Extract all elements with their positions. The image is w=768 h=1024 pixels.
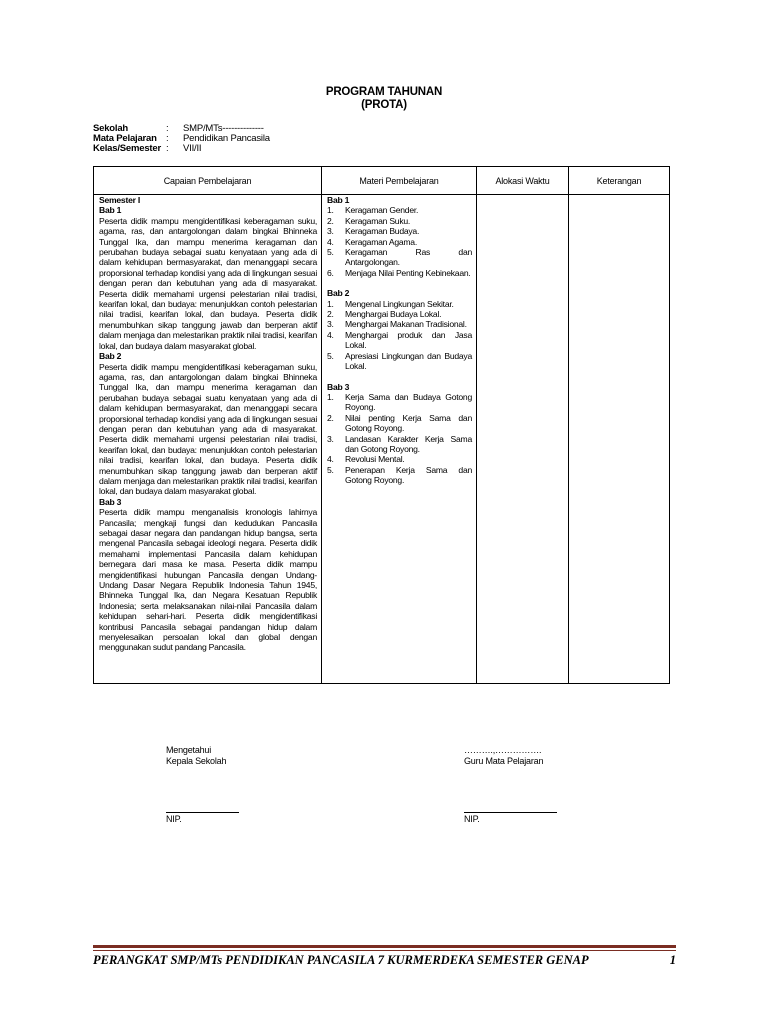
materi-cell <box>322 195 477 684</box>
alokasi-cell <box>477 195 569 684</box>
info-separator: : <box>166 143 169 154</box>
identity-block <box>93 124 270 154</box>
header-capaian: Capaian Pembelajaran <box>94 167 322 195</box>
list-item: 1. Mengenal Lingkungan Sekitar. <box>327 298 454 309</box>
capaian-bab-3-text: Peserta didik mampu menganalisis kronologis lahirnya Pancasila; mengkaji fungsi dan kedudukan Pancasila sebagai dasar negara dan pandangan hidup bangsa, serta mengenal Pancasila sebagai ideologi negara. Peserta didik memahami implementasi Pancasila dalam kehidupan bernegara dari masa ke masa. Peserta didik mampu mengidentifikasi hubungan Pancasila dengan Undang-Undang Dasar Negara Republik Indonesia Tahun 1945, Bhinneka Tunggal Ika, dan Negara Kesatuan Republik Indonesia; serta melaksanakan nilai-nilai Pancasila dalam kehidupan sehari-hari. Peserta didik mengidentifikasi kontribusi Pancasila sebagai pandangan hidup dalam menyelesaikan persoalan lokal dan global dengan menggunakan sudut pandang Pancasila. <box>99 507 317 653</box>
signature-left <box>166 745 226 766</box>
keterangan-cell <box>569 195 670 684</box>
list-item: 3. Keragaman Budaya. <box>327 226 420 237</box>
list-item: 1. Keragaman Gender. <box>327 205 419 216</box>
capaian-bab-1-text: Peserta didik mampu mengidentifikasi keberagaman suku, agama, ras, dan antargolongan dalam bingkai Bhinneka Tunggal Ika, dan mampu menerima keragaman dan perubahan budaya sebagai suatu kenyataan yang ada di dalam kehidupan bermasyarakat, dan menanggapi secara proporsional terhadap kondisi yang ada di lingkungan sesuai dengan peran dan kebutuhan yang ada di masyarakat. Peserta didik memahami urgensi pelestarian nilai tradisi, kearifan lokal, dan budaya: menunjukkan contoh pelestarian nilai tradisi, kearifan lokal, dan budaya. Peserta didik menumbuhkan sikap tanggung jawab dan berperan aktif dalam menjaga dan melestarikan praktik nilai tradisi, kearifan lokal, dan budaya dalam masyarakat global. <box>99 215 317 351</box>
capaian-cell <box>94 195 322 684</box>
info-separator: : <box>166 123 169 134</box>
info-value: SMP/MTs-------------- <box>183 123 264 134</box>
info-row-kelas <box>93 144 270 154</box>
materi-bab-3-title: Bab 3 <box>327 381 350 392</box>
info-label: Kelas/Semester <box>93 143 161 154</box>
list-item: 5. Keragaman Ras dan Antargolongan. <box>327 247 472 268</box>
page-footer <box>93 952 676 968</box>
capaian-bab-1-title: Bab 1 <box>99 205 122 216</box>
signature-right-nip: NIP. <box>464 814 480 824</box>
signature-left-line2: Kepala Sekolah <box>166 755 227 766</box>
info-label: Sekolah <box>93 123 129 134</box>
list-item: 1. Kerja Sama dan Budaya Gotong Royong. <box>327 391 472 413</box>
capaian-bab-2-title: Bab 2 <box>99 351 122 362</box>
materi-bab-1-title: Bab 1 <box>327 195 350 205</box>
materi-bab-3-list <box>327 392 472 486</box>
info-label: Mata Pelajaran <box>93 133 157 144</box>
header-materi: Materi Pembelajaran <box>322 167 477 195</box>
list-item: 3. Menghargai Makanan Tradisional. <box>327 319 467 330</box>
signature-right-line2: Guru Mata Pelajaran <box>464 755 544 766</box>
signature-right-line <box>464 812 557 813</box>
list-item: 4. Keragaman Agama. <box>327 236 417 247</box>
info-separator: : <box>166 133 169 144</box>
list-item: 3. Landasan Karakter Kerja Sama dan Gotong Royong. <box>327 433 472 454</box>
signature-left-line <box>166 812 239 813</box>
materi-bab-2-list <box>327 299 472 372</box>
table-row <box>94 195 670 684</box>
list-item: 5. Penerapan Kerja Sama dan Gotong Royong. <box>327 464 472 486</box>
capaian-bab-2-text: Peserta didik mampu mengidentifikasi keberagaman suku, agama, ras, dan antargolongan dalam bingkai Bhinneka Tunggal Ika, dan mampu menerima keragaman dan perubahan budaya sebagai suatu kenyataan yang ada di dalam kehidupan bermasyarakat, dan menanggapi secara proporsional terhadap kondisi yang ada di lingkungan sesuai dengan peran dan kebutuhan yang ada di masyarakat. Peserta didik memahami urgensi pelestarian nilai tradisi, kearifan lokal, dan budaya: menunjukkan contoh pelestarian nilai tradisi, kearifan lokal, dan budaya. Peserta didik menumbuhkan sikap tanggung jawab dan berperan aktif dalam menjaga dan melestarikan praktik nilai tradisi, kearifan lokal, dan budaya dalam masyarakat global. <box>99 361 317 497</box>
capaian-bab-3-title: Bab 3 <box>99 496 122 507</box>
list-item: 4. Menghargai produk dan Jasa Lokal. <box>327 329 472 351</box>
materi-bab-1-list <box>327 205 472 278</box>
page-number: 1 <box>669 953 676 967</box>
info-value: VII/II <box>183 143 202 154</box>
list-item: 6. Menjaga Nilai Penting Kebinekaan. <box>327 267 471 278</box>
materi-bab-2-title: Bab 2 <box>327 288 350 299</box>
title-line-2: (PROTA) <box>361 99 407 111</box>
prota-table <box>93 166 670 684</box>
footer-text: PERANGKAT SMP/MTs PENDIDIKAN PANCASILA 7 KURMERDEKA SEMESTER GENAP <box>93 953 589 967</box>
list-item: 5. Apresiasi Lingkungan dan Budaya Lokal. <box>327 350 472 372</box>
semester-label: Semester I <box>99 195 140 205</box>
info-value: Pendidikan Pancasila <box>183 133 270 144</box>
table-header-row <box>94 167 670 195</box>
list-item: 2. Keragaman Suku. <box>327 215 411 226</box>
footer-rule-thick <box>93 945 676 948</box>
document-title <box>0 86 768 112</box>
signature-left-line1: Mengetahui <box>166 745 212 755</box>
header-keterangan: Keterangan <box>569 167 670 195</box>
signature-right-line1: ……….,……………. <box>464 745 542 755</box>
signature-right <box>464 745 543 766</box>
list-item: 2. Menghargai Budaya Lokal. <box>327 309 442 320</box>
list-item: 2. Nilai penting Kerja Sama dan Gotong Royong. <box>327 412 472 434</box>
list-item: 4. Revolusi Mental. <box>327 454 405 465</box>
header-alokasi: Alokasi Waktu <box>477 167 569 195</box>
footer-rule-thin <box>93 950 676 951</box>
signature-left-nip: NIP. <box>166 814 182 824</box>
title-line-1: PROGRAM TAHUNAN <box>325 86 443 98</box>
